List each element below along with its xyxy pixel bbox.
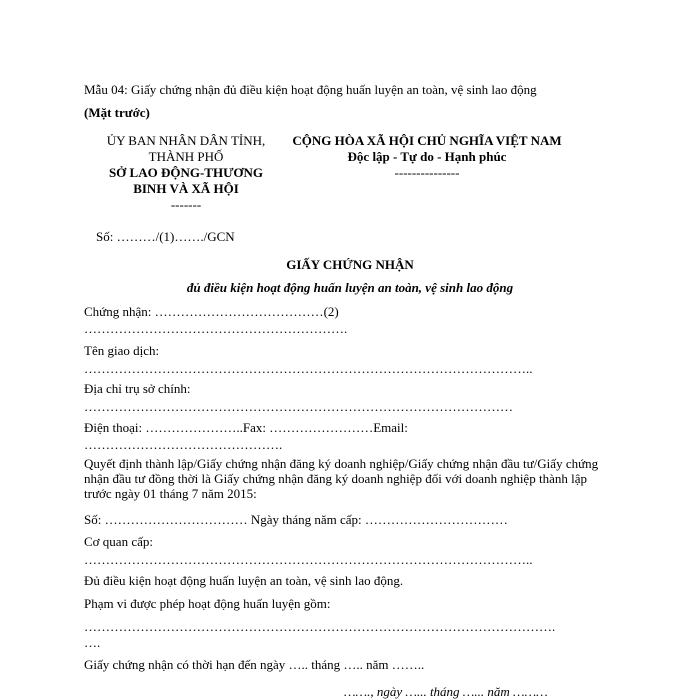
trade-name-dots: ………………………………………………………………………………………….. bbox=[84, 361, 533, 376]
certificate-number: Số: ………/(1)……./GCN bbox=[96, 229, 235, 244]
phone-fax-email-line: Điện thoại: …………………..Fax: ……………………Email: bbox=[84, 420, 408, 435]
issuer-line-1: ỦY BAN NHÂN DÂN TỈNH, bbox=[106, 133, 266, 148]
issuer-line-2: THÀNH PHỐ bbox=[148, 149, 224, 164]
scope-label: Phạm vi được phép hoạt động huấn luyện gồm: bbox=[84, 596, 331, 611]
phone-dots: ………………………………………. bbox=[84, 437, 283, 452]
decision-text: Quyết định thành lập/Giấy chứng nhận đăng ký doanh nghiệp/Giấy chứng nhận đầu tư/Giấy chứng nhận đầu tư đồng thời là Giấy chứng nhận đăng ký doanh nghiệp đối với doanh nghiệp thành lập trước ngày 01 tháng 7 năm 2015: bbox=[84, 456, 599, 501]
scope-dots: ………………………………………………………………………………………………. bbox=[84, 619, 556, 634]
issuer-block bbox=[86, 133, 286, 213]
issuer-line-3: SỞ LAO ĐỘNG-THƯƠNG bbox=[108, 165, 264, 180]
address-dots: ……………………………………………………………………………………… bbox=[84, 399, 513, 414]
trade-name-label: Tên giao dịch: bbox=[84, 343, 160, 358]
agency-label: Cơ quan cấp: bbox=[84, 534, 153, 549]
certify-label: Chứng nhận: …………………………………(2) bbox=[84, 304, 339, 319]
country-name: CỘNG HÒA XÃ HỘI CHỦ NGHĨA VIỆT NAM bbox=[292, 133, 562, 148]
issue-number-date-line: Số: …………………………… Ngày tháng năm cấp: …………………………… bbox=[84, 512, 508, 527]
issuer-divider: ------- bbox=[170, 197, 202, 212]
agency-dots: ………………………………………………………………………………………….. bbox=[84, 552, 533, 567]
validity-line: Giấy chứng nhận có thời hạn đến ngày ….. tháng ….. năm …….. bbox=[84, 657, 425, 672]
place-date-line: ……., ngày …... tháng …... năm ……… bbox=[344, 684, 548, 699]
qualified-statement: Đủ điều kiện hoạt động huấn luyện an toàn, vệ sinh lao động. bbox=[84, 573, 404, 588]
form-title: Mẫu 04: Giấy chứng nhận đủ điều kiện hoạt động huấn luyện an toàn, vệ sinh lao động bbox=[84, 82, 537, 97]
document-subtitle: đủ điều kiện hoạt động huấn luyện an toàn, vệ sinh lao động bbox=[186, 280, 514, 295]
issuer-line-4: BINH VÀ XÃ HỘI bbox=[133, 181, 239, 196]
side-note: (Mặt trước) bbox=[84, 105, 150, 120]
certify-dots: ……………………………………………………. bbox=[84, 321, 348, 336]
document-title: GIẤY CHỨNG NHẬN bbox=[286, 257, 414, 272]
address-label: Địa chỉ trụ sở chính: bbox=[84, 381, 191, 396]
scope-dots-continued: …. bbox=[84, 635, 101, 650]
motto-divider: --------------- bbox=[394, 165, 460, 180]
national-slogan: Độc lập - Tự do - Hạnh phúc bbox=[347, 149, 507, 164]
motto-block bbox=[272, 133, 582, 181]
